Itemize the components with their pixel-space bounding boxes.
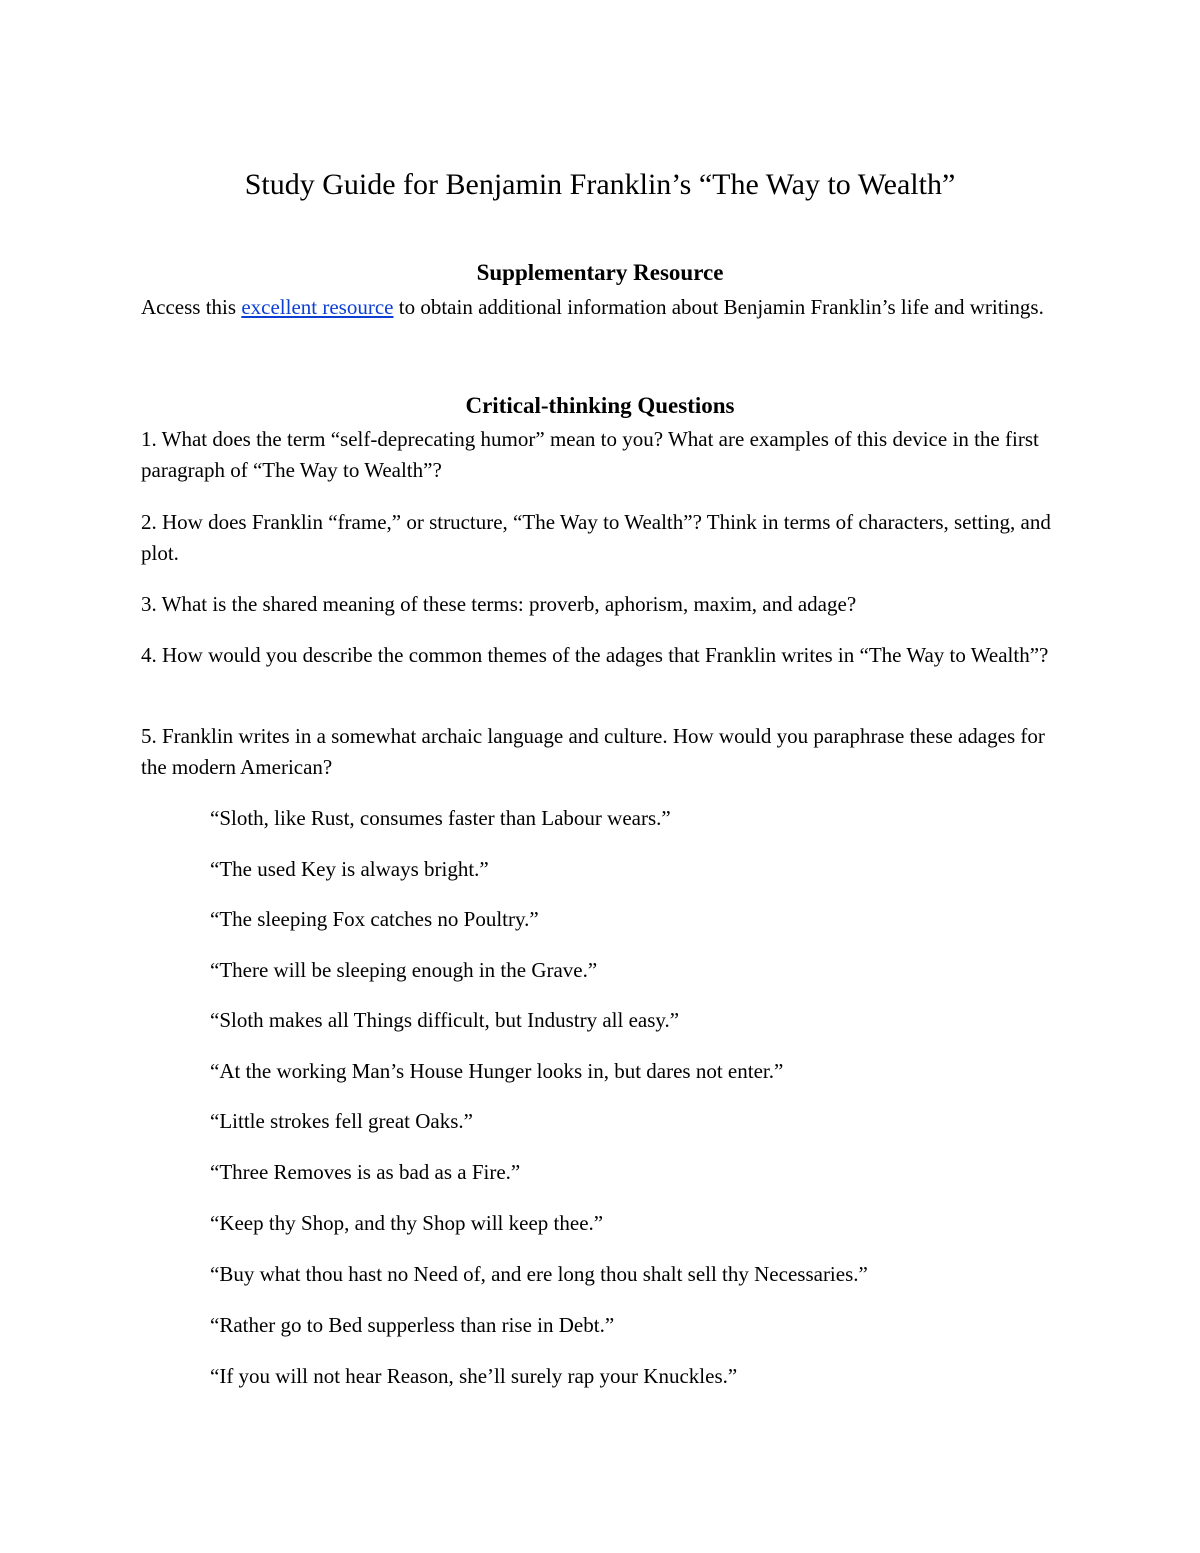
adage-7: “Little strokes fell great Oaks.” (210, 1109, 473, 1133)
question-1: 1. What does the term “self-deprecating humor” mean to you? What are examples of this device in the first paragraph of “The Way to Wealth”? (141, 427, 1039, 482)
excellent-resource-link[interactable]: excellent resource (241, 295, 394, 319)
adage-12: “If you will not hear Reason, she’ll surely rap your Knuckles.” (210, 1364, 738, 1388)
adage-2: “The used Key is always bright.” (210, 857, 489, 881)
supplementary-text-after: to obtain additional information about Benjamin Franklin’s life and writings. (393, 295, 1044, 319)
adage-5: “Sloth makes all Things difficult, but Industry all easy.” (210, 1008, 680, 1032)
question-3: 3. What is the shared meaning of these terms: proverb, aphorism, maxim, and adage? (141, 592, 857, 616)
adage-11: “Rather go to Bed supperless than rise in Debt.” (210, 1313, 615, 1337)
supplementary-paragraph (141, 292, 1066, 323)
adage-4: “There will be sleeping enough in the Grave.” (210, 958, 598, 982)
adage-9: “Keep thy Shop, and thy Shop will keep thee.” (210, 1211, 604, 1235)
adage-3: “The sleeping Fox catches no Poultry.” (210, 907, 539, 931)
questions-heading: Critical-thinking Questions (465, 393, 735, 418)
supplementary-heading: Supplementary Resource (476, 260, 724, 285)
question-5: 5. Franklin writes in a somewhat archaic language and culture. How would you paraphrase these adages for the modern American? (141, 724, 1045, 779)
question-2: 2. How does Franklin “frame,” or structure, “The Way to Wealth”? Think in terms of characters, setting, and plot. (141, 510, 1051, 565)
adage-1: “Sloth, like Rust, consumes faster than Labour wears.” (210, 806, 671, 830)
document-title: Study Guide for Benjamin Franklin’s “The Way to Wealth” (244, 168, 956, 201)
adage-8: “Three Removes is as bad as a Fire.” (210, 1160, 521, 1184)
question-4: 4. How would you describe the common themes of the adages that Franklin writes in “The Way to Wealth”? (141, 643, 1049, 667)
adage-10: “Buy what thou hast no Need of, and ere long thou shalt sell thy Necessaries.” (210, 1262, 868, 1286)
adage-6: “At the working Man’s House Hunger looks in, but dares not enter.” (210, 1059, 784, 1083)
supplementary-text-before: Access this (141, 295, 242, 319)
